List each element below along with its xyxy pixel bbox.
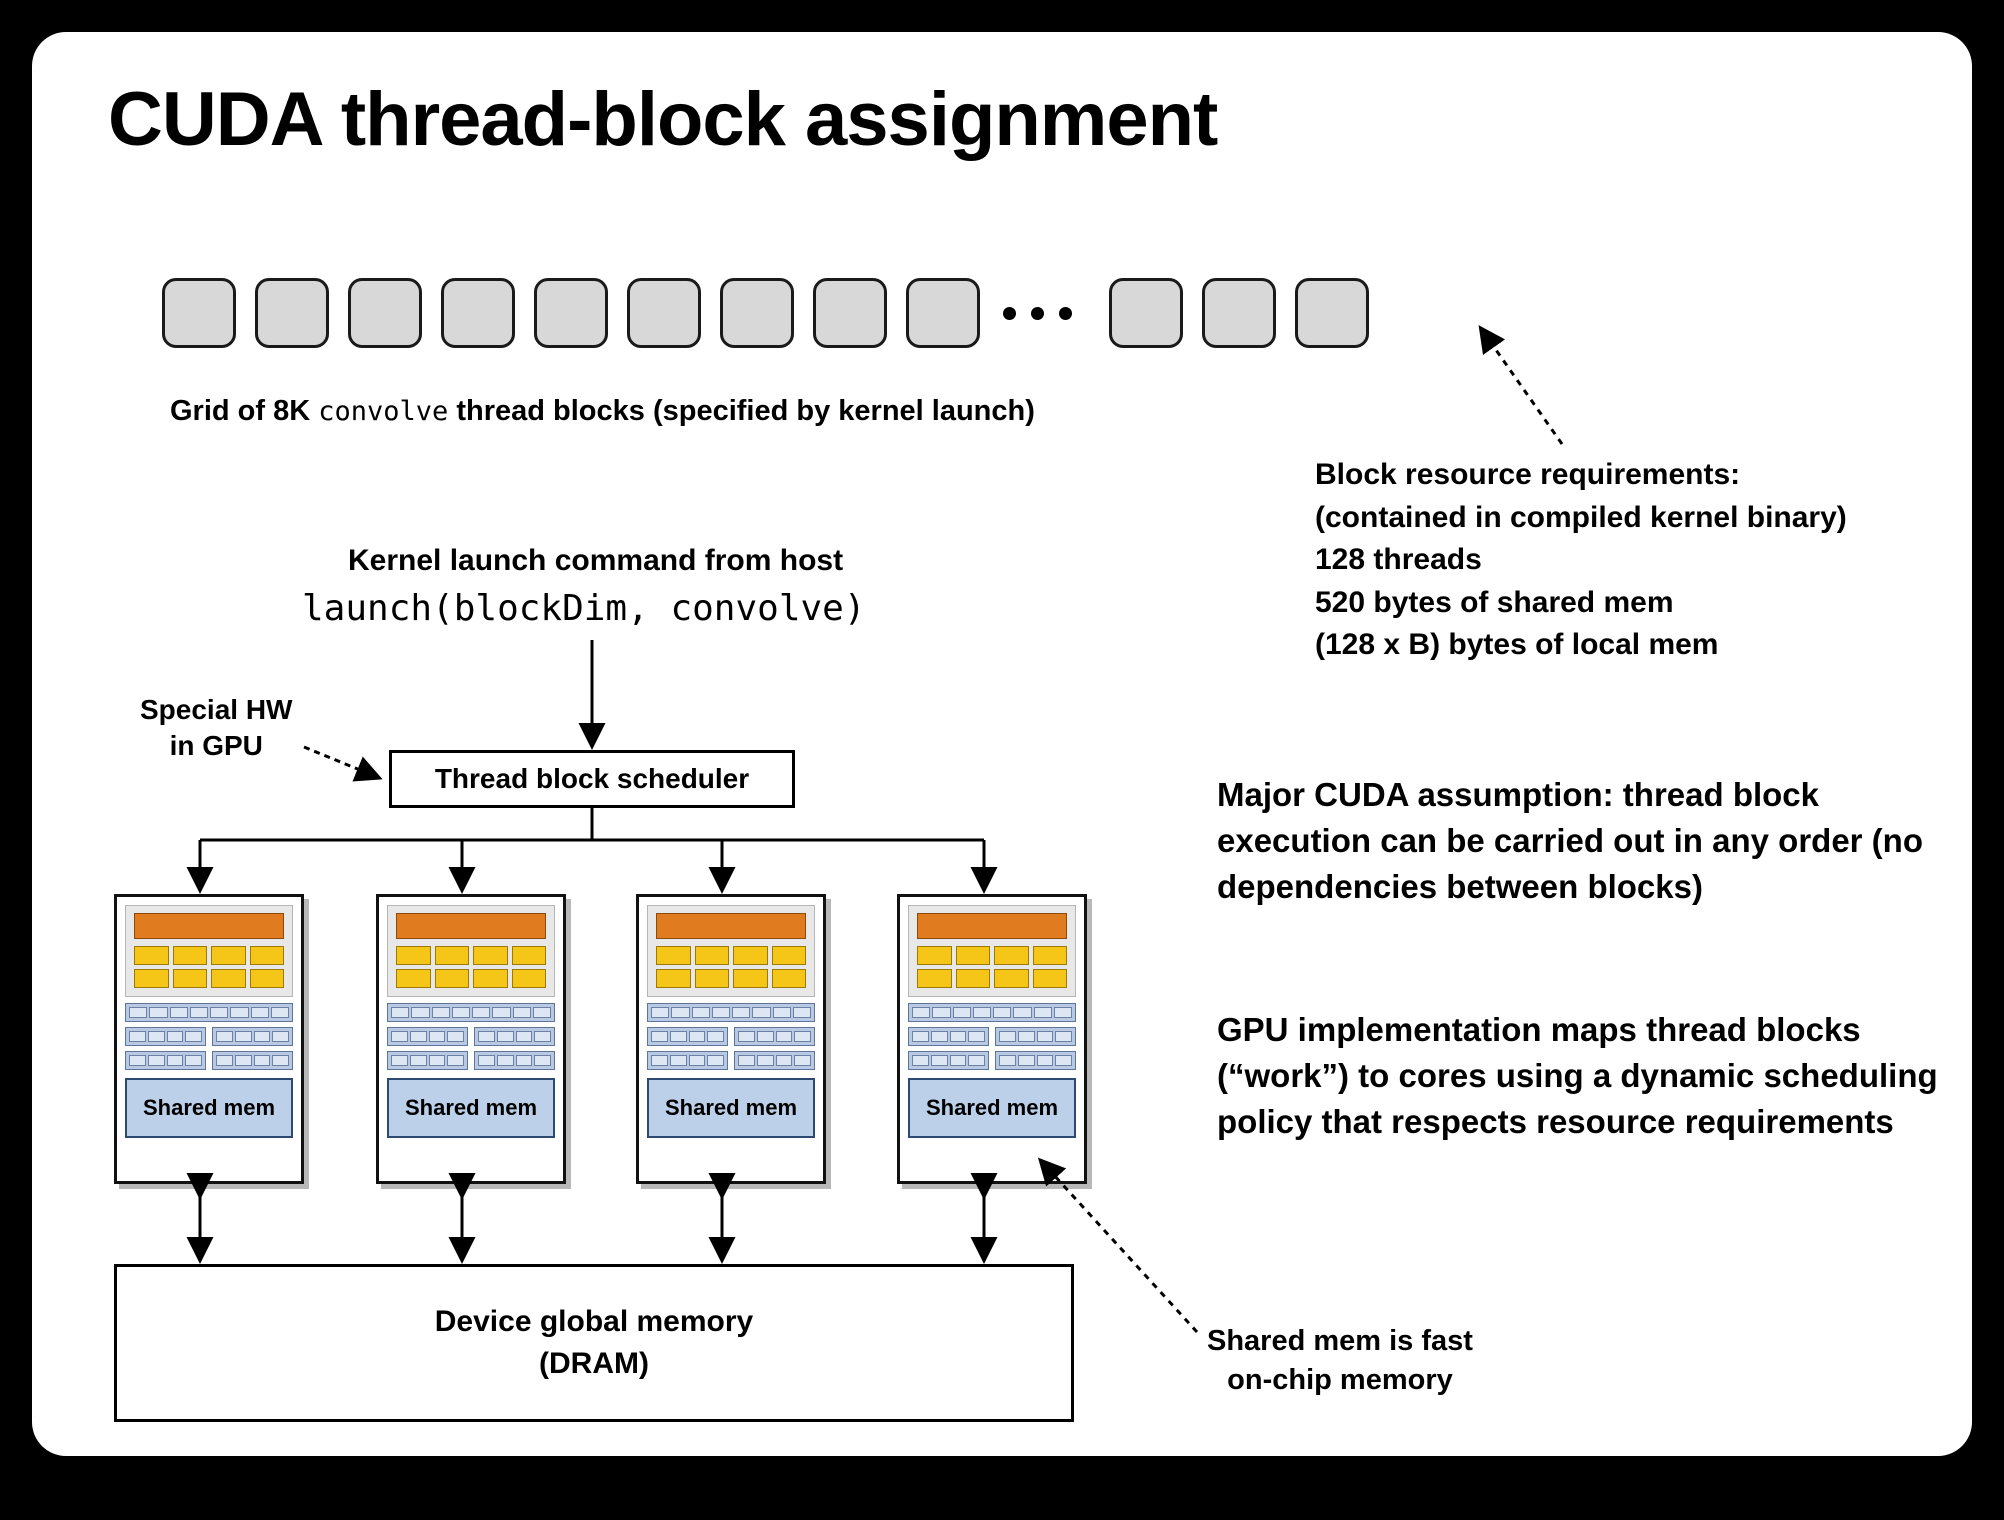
- context-cell: [776, 1031, 793, 1042]
- context-cell: [478, 1055, 495, 1066]
- context-block: [995, 1051, 1076, 1070]
- gpu-core: [376, 894, 566, 1184]
- context-block: [908, 1027, 989, 1046]
- context-cell: [391, 1055, 408, 1066]
- context-cell: [170, 1007, 188, 1018]
- grid-caption: [170, 395, 1035, 428]
- alu-cell: [250, 969, 285, 988]
- shared-mem-label: Shared mem: [925, 1095, 1059, 1120]
- context-cell: [912, 1007, 930, 1018]
- context-cell: [773, 1007, 791, 1018]
- slide-canvas: [32, 32, 1972, 1456]
- context-cell: [1055, 1031, 1072, 1042]
- context-cell: [1054, 1007, 1072, 1018]
- context-block: [387, 1051, 468, 1070]
- context-block-wide: [125, 1003, 293, 1022]
- alu-cell: [956, 969, 991, 988]
- shared-mem-box: [647, 1078, 815, 1138]
- context-cell: [497, 1055, 514, 1066]
- context-row: [125, 1051, 293, 1070]
- context-cell: [516, 1055, 533, 1066]
- context-cell: [712, 1007, 730, 1018]
- context-block: [908, 1051, 989, 1070]
- context-cell: [912, 1055, 929, 1066]
- alu-cell: [917, 946, 952, 965]
- special-hw-line-2: in GPU: [169, 730, 263, 762]
- shared-mem-box: [125, 1078, 293, 1138]
- context-cell: [1034, 1007, 1052, 1018]
- alu-cell: [211, 946, 246, 965]
- page-title: CUDA thread-block assignment: [108, 77, 1218, 162]
- thread-block: [720, 278, 794, 348]
- alu-cell: [512, 946, 547, 965]
- grid-caption-kernel-name: convolve: [318, 396, 449, 427]
- context-cell: [1018, 1031, 1035, 1042]
- context-cell: [216, 1031, 233, 1042]
- context-cell: [931, 1031, 948, 1042]
- block-res-line-5: (128 x B) bytes of local mem: [1315, 628, 1719, 662]
- context-cell: [1037, 1031, 1054, 1042]
- context-block-wide: [908, 1003, 1076, 1022]
- context-cell: [235, 1055, 252, 1066]
- block-res-line-3: 128 threads: [1315, 543, 1482, 577]
- context-cell: [148, 1031, 165, 1042]
- context-cell: [707, 1055, 724, 1066]
- context-cell: [738, 1055, 755, 1066]
- thread-block: [441, 278, 515, 348]
- context-row: [908, 1051, 1076, 1070]
- context-cell: [429, 1055, 446, 1066]
- context-cell: [272, 1031, 289, 1042]
- alu-cell: [917, 969, 952, 988]
- alu-cell: [772, 969, 807, 988]
- context-block: [474, 1027, 555, 1046]
- context-block: [125, 1027, 206, 1046]
- block-res-line-4: 520 bytes of shared mem: [1315, 585, 1674, 619]
- context-cell: [968, 1031, 985, 1042]
- alu-cell: [956, 946, 991, 965]
- context-cell: [1018, 1055, 1035, 1066]
- context-cell: [492, 1007, 510, 1018]
- context-cell: [651, 1055, 668, 1066]
- alu-cell: [473, 946, 508, 965]
- context-cell: [931, 1055, 948, 1066]
- context-cell: [129, 1007, 147, 1018]
- context-cell: [251, 1007, 269, 1018]
- context-block: [995, 1027, 1076, 1046]
- grid-caption-prefix: Grid of 8K: [170, 395, 319, 427]
- special-hw-label: [140, 692, 292, 765]
- dram-line-2: (DRAM): [539, 1347, 649, 1380]
- context-cell: [391, 1031, 408, 1042]
- context-cell: [692, 1007, 710, 1018]
- shared-mem-label: Shared mem: [664, 1095, 798, 1120]
- alu-cell: [435, 946, 470, 965]
- kernel-launch-label: Kernel launch command from host: [348, 544, 844, 577]
- thread-block: [813, 278, 887, 348]
- context-cell: [757, 1055, 774, 1066]
- core-alu-grid: [656, 946, 806, 988]
- alu-cell: [994, 946, 1029, 965]
- device-global-memory-box: [114, 1264, 1074, 1422]
- context-cell: [999, 1055, 1016, 1066]
- thread-block: [1109, 278, 1183, 348]
- shared-mem-note-line-2: on-chip memory: [1227, 1364, 1453, 1397]
- connector-lines: [32, 32, 1972, 1456]
- thread-block-scheduler-box: [389, 750, 795, 808]
- context-block: [125, 1051, 206, 1070]
- context-cell: [999, 1031, 1016, 1042]
- context-cell: [411, 1007, 429, 1018]
- gpu-core: [114, 894, 304, 1184]
- alu-cell: [173, 946, 208, 965]
- shared-mem-note-line-1: Shared mem is fast: [1207, 1325, 1473, 1357]
- alu-cell: [656, 946, 691, 965]
- context-cell: [953, 1007, 971, 1018]
- context-block: [734, 1051, 815, 1070]
- thread-block: [1295, 278, 1369, 348]
- context-row: [647, 1051, 815, 1070]
- context-cell: [129, 1031, 146, 1042]
- core-fetch-decode-unit: [656, 913, 806, 939]
- dram-line-1: Device global memory: [434, 1305, 754, 1338]
- context-block: [474, 1051, 555, 1070]
- context-cell: [776, 1055, 793, 1066]
- context-cell: [950, 1031, 967, 1042]
- context-cell: [149, 1007, 167, 1018]
- shared-mem-note: [1207, 1322, 1473, 1400]
- gpu-core: [636, 894, 826, 1184]
- context-row: [387, 1027, 555, 1046]
- alu-cell: [695, 969, 730, 988]
- context-cell: [210, 1007, 228, 1018]
- gpu-implementation-note: GPU implementation maps thread blocks (“work”) to cores using a dynamic scheduling policy that respects resource requirements: [1217, 1011, 1938, 1140]
- special-hw-line-1: Special HW: [140, 694, 293, 725]
- context-cell: [254, 1055, 271, 1066]
- alu-cell: [1033, 946, 1068, 965]
- context-cell: [1037, 1055, 1054, 1066]
- context-cell: [973, 1007, 991, 1018]
- context-cell: [391, 1007, 409, 1018]
- context-cell: [271, 1007, 289, 1018]
- context-cell: [533, 1007, 551, 1018]
- context-block-wide: [387, 1003, 555, 1022]
- context-row: [387, 1051, 555, 1070]
- block-resources-pointer: [1482, 330, 1562, 444]
- context-cell: [410, 1055, 427, 1066]
- context-block: [212, 1027, 293, 1046]
- alu-cell: [173, 969, 208, 988]
- thread-block-scheduler-label: Thread block scheduler: [434, 763, 750, 794]
- ellipsis-icon: [1003, 307, 1087, 320]
- context-cell: [513, 1007, 531, 1018]
- block-res-line-2: (contained in compiled kernel binary): [1315, 500, 1847, 534]
- context-block: [647, 1051, 728, 1070]
- context-cell: [932, 1007, 950, 1018]
- context-block: [387, 1027, 468, 1046]
- alu-cell: [134, 946, 169, 965]
- context-cell: [707, 1031, 724, 1042]
- context-cell: [272, 1055, 289, 1066]
- context-cell: [190, 1007, 208, 1018]
- context-cell: [794, 1031, 811, 1042]
- context-cell: [993, 1007, 1011, 1018]
- context-cell: [670, 1055, 687, 1066]
- context-cell: [216, 1055, 233, 1066]
- context-cell: [534, 1055, 551, 1066]
- alu-cell: [695, 946, 730, 965]
- context-cell: [689, 1055, 706, 1066]
- alu-cell: [733, 969, 768, 988]
- alu-cell: [473, 969, 508, 988]
- context-cell: [968, 1055, 985, 1066]
- context-cell: [752, 1007, 770, 1018]
- alu-cell: [435, 969, 470, 988]
- core-execution-units: [387, 905, 555, 997]
- grid-caption-suffix: thread blocks (specified by kernel launch): [448, 395, 1035, 427]
- context-cell: [651, 1031, 668, 1042]
- thread-block-grid: [162, 277, 1388, 349]
- alu-cell: [994, 969, 1029, 988]
- core-alu-grid: [917, 946, 1067, 988]
- context-cell: [185, 1031, 202, 1042]
- context-cell: [793, 1007, 811, 1018]
- context-cell: [516, 1031, 533, 1042]
- context-cell: [670, 1031, 687, 1042]
- cuda-assumption-note: Major CUDA assumption: thread block execution can be carried out in any order (no dependencies between blocks): [1217, 776, 1923, 905]
- core-fetch-decode-unit: [917, 913, 1067, 939]
- context-cell: [230, 1007, 248, 1018]
- context-cell: [757, 1031, 774, 1042]
- context-cell: [732, 1007, 750, 1018]
- context-row: [908, 1027, 1076, 1046]
- alu-cell: [772, 946, 807, 965]
- context-cell: [410, 1031, 427, 1042]
- context-cell: [452, 1007, 470, 1018]
- thread-block: [348, 278, 422, 348]
- context-block: [734, 1027, 815, 1046]
- context-cell: [794, 1055, 811, 1066]
- context-cell: [167, 1031, 184, 1042]
- context-cell: [1055, 1055, 1072, 1066]
- context-cell: [472, 1007, 490, 1018]
- context-cell: [148, 1055, 165, 1066]
- thread-block: [162, 278, 236, 348]
- context-cell: [1013, 1007, 1031, 1018]
- thread-block: [1202, 278, 1276, 348]
- core-fetch-decode-unit: [134, 913, 284, 939]
- alu-cell: [134, 969, 169, 988]
- core-execution-units: [647, 905, 815, 997]
- alu-cell: [211, 969, 246, 988]
- context-cell: [478, 1031, 495, 1042]
- context-cell: [254, 1031, 271, 1042]
- shared-mem-label: Shared mem: [404, 1095, 538, 1120]
- context-cell: [429, 1031, 446, 1042]
- shared-mem-label: Shared mem: [142, 1095, 276, 1120]
- thread-block: [534, 278, 608, 348]
- core-execution-units: [908, 905, 1076, 997]
- alu-cell: [396, 969, 431, 988]
- shared-mem-box: [387, 1078, 555, 1138]
- gpu-core: [897, 894, 1087, 1184]
- block-res-line-1: Block resource requirements:: [1315, 458, 1741, 491]
- thread-block: [906, 278, 980, 348]
- context-row: [647, 1027, 815, 1046]
- core-context-storage: [387, 1003, 555, 1070]
- alu-cell: [396, 946, 431, 965]
- context-cell: [129, 1055, 146, 1066]
- alu-cell: [656, 969, 691, 988]
- context-cell: [432, 1007, 450, 1018]
- context-cell: [447, 1055, 464, 1066]
- core-fetch-decode-unit: [396, 913, 546, 939]
- context-cell: [950, 1055, 967, 1066]
- context-cell: [689, 1031, 706, 1042]
- context-block: [647, 1027, 728, 1046]
- context-cell: [447, 1031, 464, 1042]
- context-cell: [912, 1031, 929, 1042]
- context-block-wide: [647, 1003, 815, 1022]
- context-cell: [534, 1031, 551, 1042]
- alu-cell: [512, 969, 547, 988]
- thread-block: [627, 278, 701, 348]
- kernel-launch-code: launch(blockDim, convolve): [302, 588, 866, 629]
- core-alu-grid: [134, 946, 284, 988]
- core-context-storage: [908, 1003, 1076, 1070]
- core-alu-grid: [396, 946, 546, 988]
- context-cell: [235, 1031, 252, 1042]
- context-cell: [671, 1007, 689, 1018]
- special-hw-pointer: [304, 747, 377, 777]
- alu-cell: [250, 946, 285, 965]
- context-cell: [651, 1007, 669, 1018]
- alu-cell: [1033, 969, 1068, 988]
- context-cell: [185, 1055, 202, 1066]
- core-context-storage: [125, 1003, 293, 1070]
- thread-block: [255, 278, 329, 348]
- core-execution-units: [125, 905, 293, 997]
- context-row: [125, 1027, 293, 1046]
- block-resource-requirements: [1315, 454, 1847, 667]
- context-block: [212, 1051, 293, 1070]
- context-cell: [167, 1055, 184, 1066]
- context-cell: [497, 1031, 514, 1042]
- context-cell: [738, 1031, 755, 1042]
- alu-cell: [733, 946, 768, 965]
- shared-mem-box: [908, 1078, 1076, 1138]
- core-context-storage: [647, 1003, 815, 1070]
